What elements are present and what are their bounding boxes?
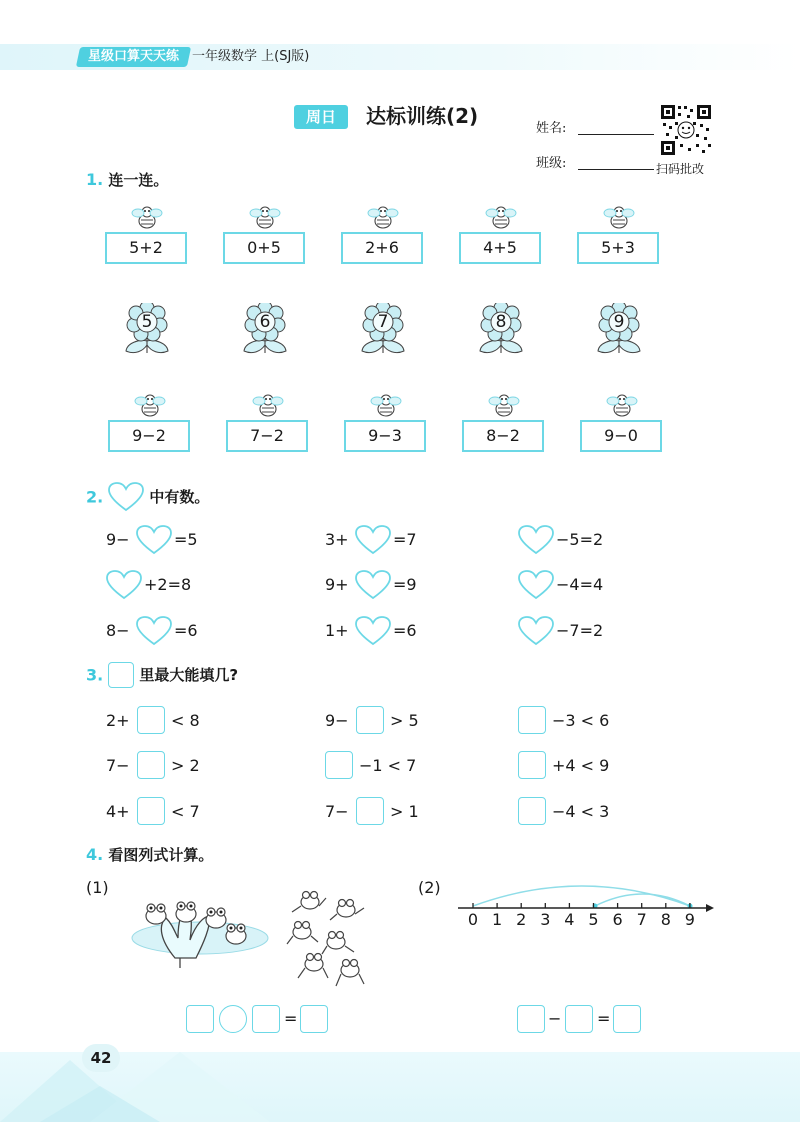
answer-box[interactable] bbox=[518, 751, 546, 779]
expression-prefix: 9− bbox=[106, 530, 130, 549]
heart-answer-box[interactable] bbox=[355, 525, 391, 555]
bee-icon bbox=[483, 203, 519, 231]
answer-box[interactable] bbox=[137, 751, 165, 779]
qr-label: 扫码批改 bbox=[656, 162, 705, 176]
expression-suffix: =6 bbox=[393, 621, 417, 640]
heart-icon bbox=[108, 482, 144, 512]
answer-box[interactable] bbox=[565, 1005, 593, 1033]
number-line-label: 0 bbox=[467, 910, 479, 929]
connect-expression-box[interactable]: 8−2 bbox=[462, 420, 544, 452]
answer-box[interactable] bbox=[300, 1005, 328, 1033]
expression-prefix: 3+ bbox=[325, 530, 349, 549]
name-label: 姓名: bbox=[536, 121, 567, 136]
page-title: 达标训练(2) bbox=[366, 104, 479, 128]
connect-expression-box[interactable]: 7−2 bbox=[226, 420, 308, 452]
box-icon bbox=[108, 662, 134, 688]
number-line-label: 8 bbox=[660, 910, 671, 929]
equals-sign: = bbox=[597, 1009, 611, 1028]
expression-suffix: −4 < 3 bbox=[552, 802, 610, 821]
answer-box[interactable] bbox=[518, 706, 546, 734]
answer-box[interactable] bbox=[186, 1005, 214, 1033]
number-line-label: 3 bbox=[540, 910, 551, 929]
expression-suffix: =9 bbox=[393, 575, 417, 594]
heart-answer-box[interactable] bbox=[136, 525, 172, 555]
q3-heading bbox=[86, 662, 238, 690]
connect-expression-box[interactable]: 5+3 bbox=[577, 232, 659, 264]
expression-suffix: −7=2 bbox=[556, 621, 604, 640]
answer-box[interactable] bbox=[518, 797, 546, 825]
expression-suffix: > 2 bbox=[171, 756, 200, 775]
q3-number: 3. bbox=[86, 665, 104, 685]
connect-expression-box[interactable]: 0+5 bbox=[223, 232, 305, 264]
bee-icon bbox=[247, 203, 283, 231]
book-subtitle: 一年级数学 上(SJ版) bbox=[192, 49, 310, 64]
connect-expression-box[interactable]: 9−0 bbox=[580, 420, 662, 452]
bee-icon bbox=[132, 391, 168, 419]
jump-arc-5-to-9 bbox=[595, 894, 690, 906]
expression-prefix: 1+ bbox=[325, 621, 349, 640]
connect-expression-box[interactable]: 9−2 bbox=[108, 420, 190, 452]
connect-expression-box[interactable]: 4+5 bbox=[459, 232, 541, 264]
expression-suffix: =7 bbox=[393, 530, 417, 549]
connect-expression-box[interactable]: 2+6 bbox=[341, 232, 423, 264]
number-line-label: 1 bbox=[492, 910, 503, 929]
answer-box[interactable] bbox=[356, 797, 384, 825]
q4-heading bbox=[86, 845, 213, 865]
expression-suffix: < 7 bbox=[171, 802, 200, 821]
expression-prefix: 7− bbox=[325, 802, 349, 821]
series-tag: 星级口算天天练 bbox=[76, 47, 191, 67]
equals-sign: = bbox=[284, 1009, 298, 1028]
flower-number[interactable]: 7 bbox=[377, 312, 389, 332]
bee-icon bbox=[129, 203, 165, 231]
expression-suffix: −1 < 7 bbox=[359, 756, 417, 775]
number-line-label: 4 bbox=[564, 910, 575, 929]
heart-answer-box[interactable] bbox=[355, 570, 391, 600]
bee-icon bbox=[250, 391, 286, 419]
heart-answer-box[interactable] bbox=[518, 525, 554, 555]
connect-expression-box[interactable]: 5+2 bbox=[105, 232, 187, 264]
operator-circle[interactable] bbox=[219, 1005, 247, 1033]
bee-icon bbox=[486, 391, 522, 419]
heart-answer-box[interactable] bbox=[106, 570, 142, 600]
name-line[interactable] bbox=[578, 134, 654, 135]
bee-icon bbox=[604, 391, 640, 419]
answer-box[interactable] bbox=[356, 706, 384, 734]
q1-text: 连一连。 bbox=[108, 171, 169, 189]
page-number: 42 bbox=[82, 1044, 120, 1072]
footer-decoration bbox=[0, 1040, 420, 1122]
expression-suffix: −3 < 6 bbox=[552, 711, 610, 730]
heart-answer-box[interactable] bbox=[355, 616, 391, 646]
expression-suffix: < 8 bbox=[171, 711, 200, 730]
bee-icon bbox=[368, 391, 404, 419]
jumping-frogs-illustration bbox=[284, 882, 368, 998]
answer-box[interactable] bbox=[517, 1005, 545, 1033]
number-line-label: 7 bbox=[636, 910, 647, 929]
q1-number: 1. bbox=[86, 170, 104, 189]
expression-prefix: 9+ bbox=[325, 575, 349, 594]
flower-number[interactable]: 6 bbox=[259, 312, 271, 332]
frogs-on-lotus-illustration bbox=[130, 880, 270, 970]
answer-box[interactable] bbox=[137, 706, 165, 734]
bee-icon bbox=[365, 203, 401, 231]
number-line-label: 9 bbox=[684, 910, 695, 929]
expression-prefix: 4+ bbox=[106, 802, 130, 821]
expression-prefix: 9− bbox=[325, 711, 349, 730]
heart-answer-box[interactable] bbox=[518, 616, 554, 646]
answer-box[interactable] bbox=[137, 797, 165, 825]
jump-arc-0-to-9 bbox=[473, 886, 690, 906]
expression-prefix: 7− bbox=[106, 756, 130, 775]
q4-part1-label: (1) bbox=[86, 878, 109, 897]
expression-suffix: +4 < 9 bbox=[552, 756, 610, 775]
expression-prefix: 8− bbox=[106, 621, 130, 640]
expression-suffix: > 5 bbox=[390, 711, 419, 730]
connect-expression-box[interactable]: 9−3 bbox=[344, 420, 426, 452]
q4-part2-label: (2) bbox=[418, 878, 441, 897]
flower-number[interactable]: 9 bbox=[613, 312, 625, 332]
expression-suffix: −4=4 bbox=[556, 575, 604, 594]
answer-box[interactable] bbox=[613, 1005, 641, 1033]
flower-number[interactable]: 5 bbox=[141, 312, 153, 332]
q4-text: 看图列式计算。 bbox=[108, 846, 214, 864]
q3-text: 里最大能填几? bbox=[139, 666, 239, 684]
expression-suffix: −5=2 bbox=[556, 530, 604, 549]
minus-sign: − bbox=[548, 1009, 562, 1028]
class-label: 班级: bbox=[536, 156, 567, 171]
day-tag: 周日 bbox=[294, 105, 348, 129]
expression-suffix: +2=8 bbox=[144, 575, 192, 594]
qr-code-icon[interactable] bbox=[660, 104, 712, 156]
number-line-label: 5 bbox=[588, 910, 599, 929]
q2-heading bbox=[86, 482, 209, 512]
expression-prefix: 2+ bbox=[106, 711, 130, 730]
heart-answer-box[interactable] bbox=[136, 616, 172, 646]
answer-box[interactable] bbox=[325, 751, 353, 779]
bee-icon bbox=[601, 203, 637, 231]
class-line[interactable] bbox=[578, 169, 654, 170]
number-line-label: 2 bbox=[516, 910, 527, 929]
expression-suffix: =5 bbox=[174, 530, 198, 549]
q2-number: 2. bbox=[86, 487, 104, 507]
expression-suffix: =6 bbox=[174, 621, 198, 640]
answer-box[interactable] bbox=[252, 1005, 280, 1033]
q1-heading bbox=[86, 170, 168, 190]
number-line-label: 6 bbox=[612, 910, 623, 929]
q2-text: 中有数。 bbox=[149, 488, 210, 506]
heart-answer-box[interactable] bbox=[518, 570, 554, 600]
expression-suffix: > 1 bbox=[390, 802, 419, 821]
flower-number[interactable]: 8 bbox=[495, 312, 507, 332]
q4-number: 4. bbox=[86, 845, 104, 864]
